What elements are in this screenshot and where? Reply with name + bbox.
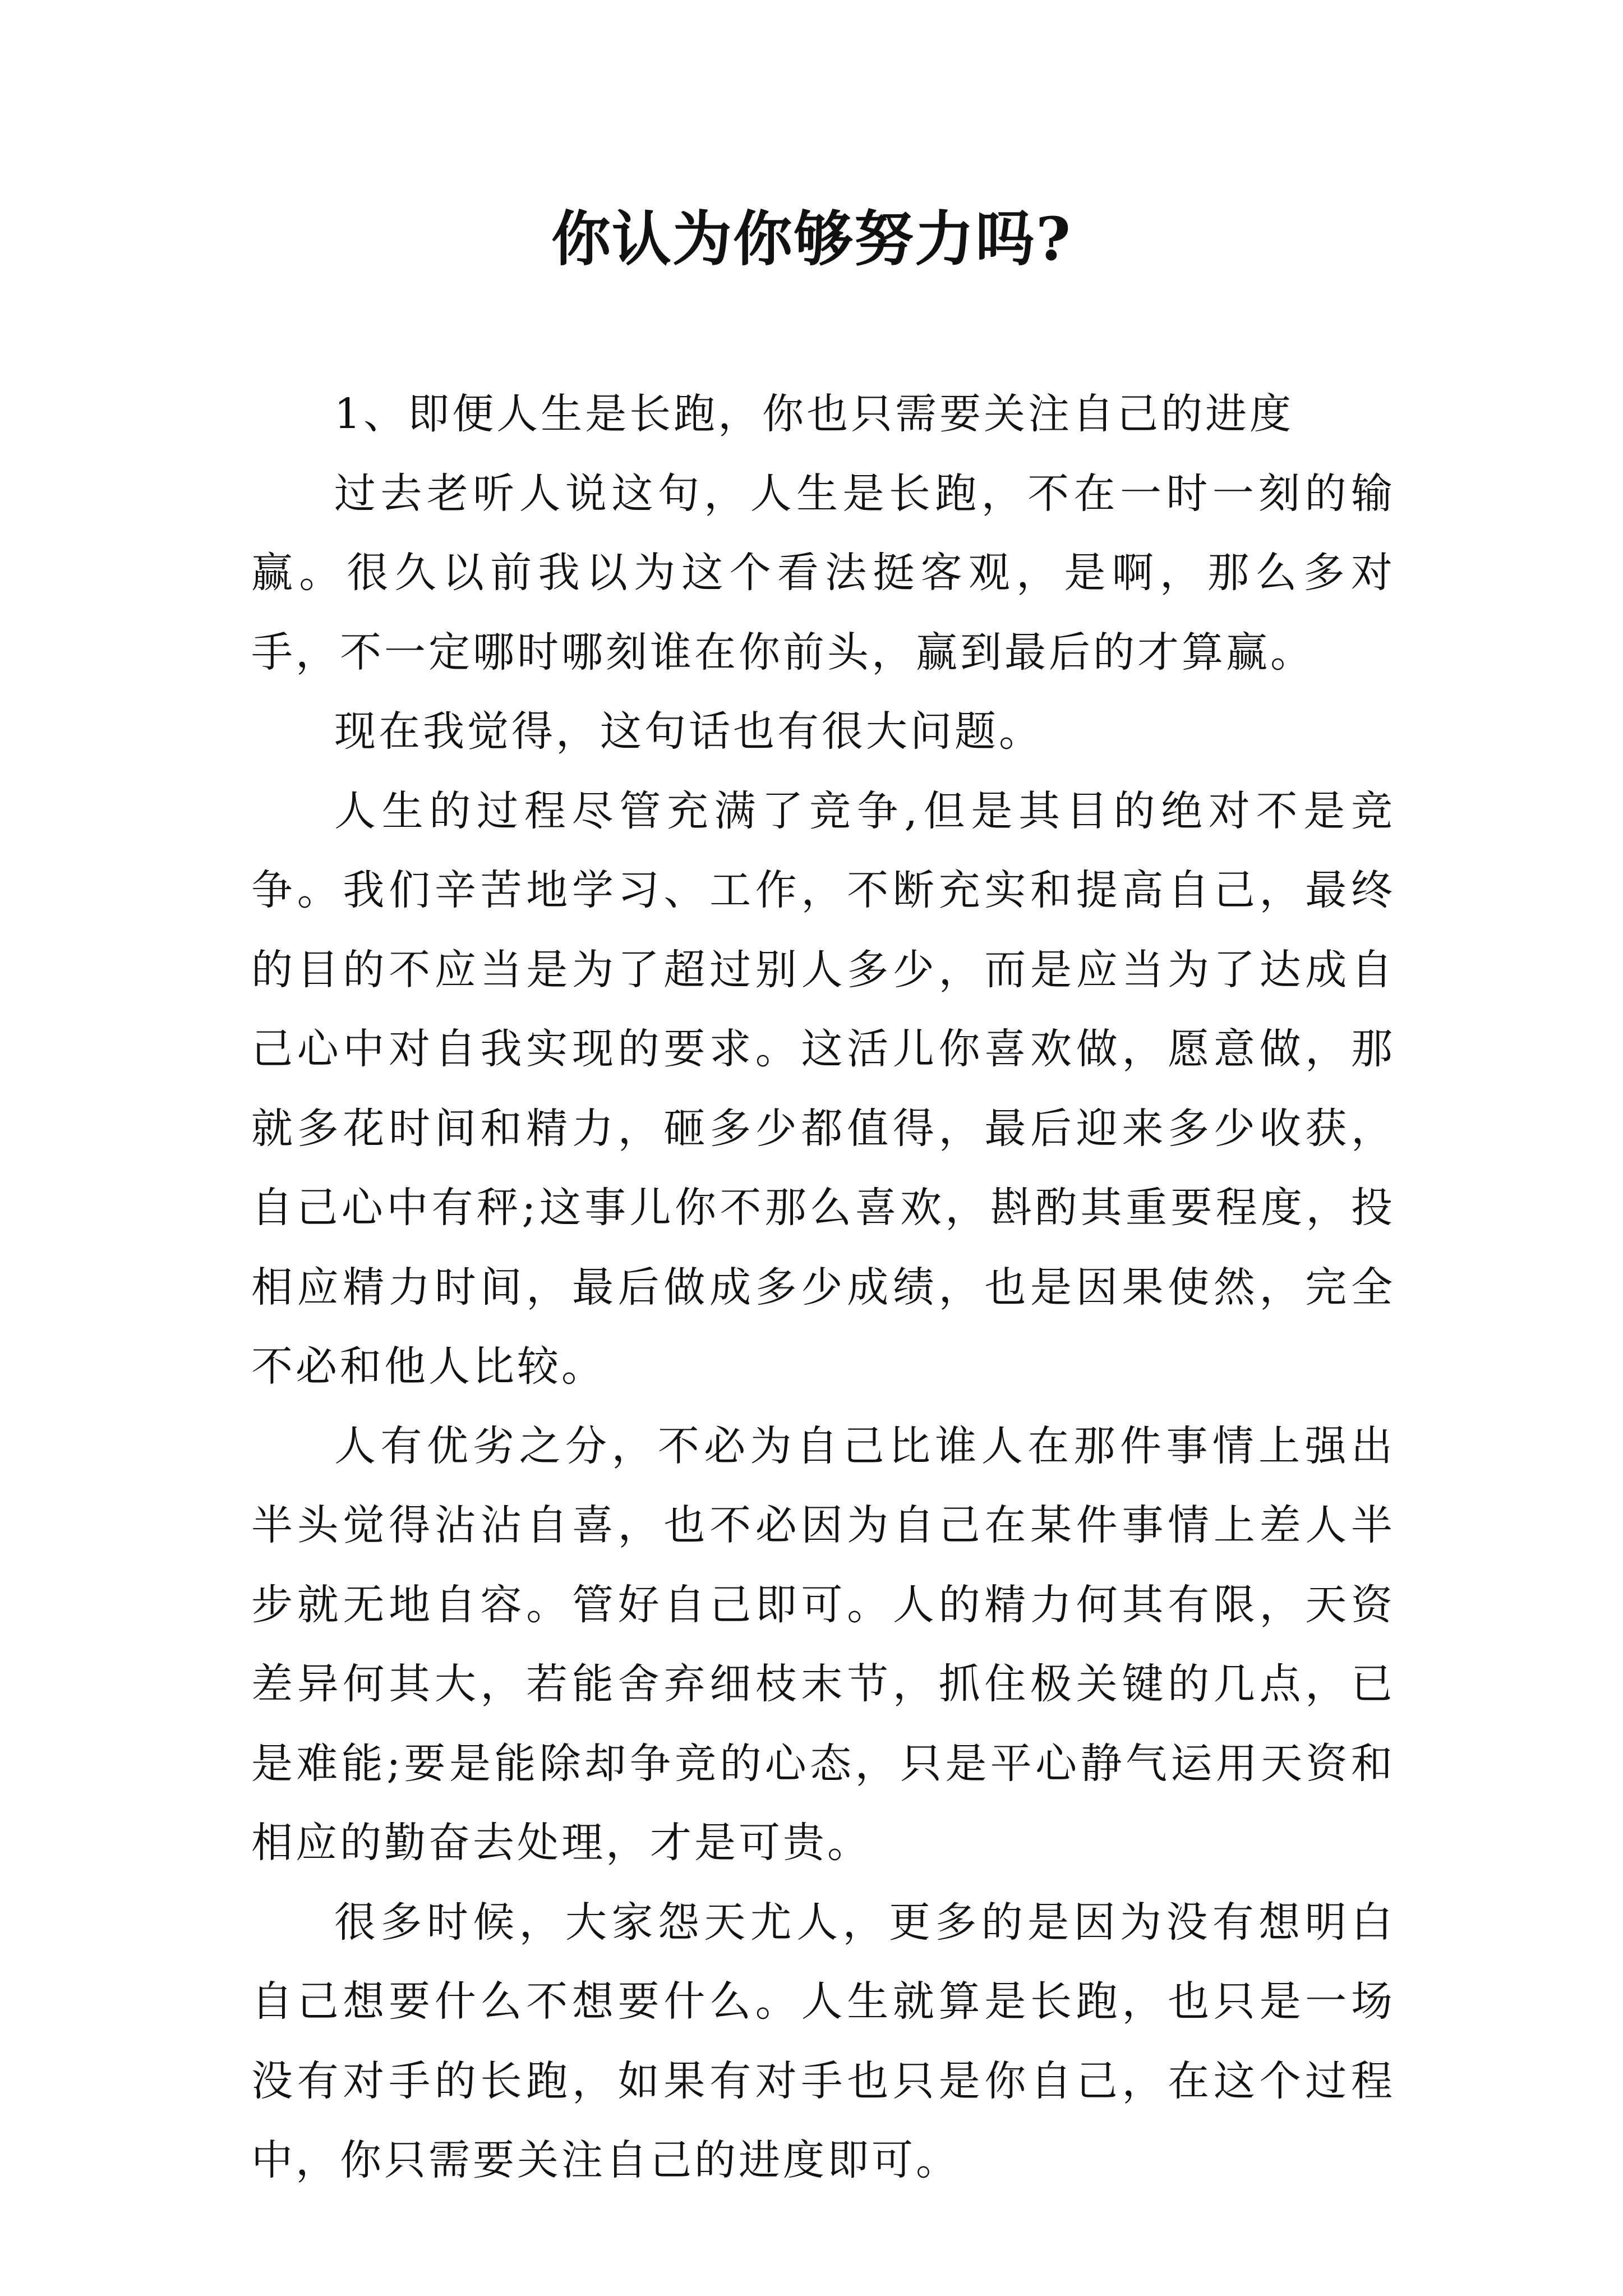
paragraph: 人生的过程尽管充满了竞争,但是其目的绝对不是竞争。我们辛苦地学习、工作，不断充实和提高自己，最终的目的不应当是为了超过别人多少，而是应当为了达成自己心中对自我实现的要求。这活儿你喜欢做，愿意做，那就多花时间和精力，砸多少都值得，最后迎来多少收获，自己心中有秤;这事儿你不那么喜欢，斟酌其重要程度，投相应精力时间，最后做成多少成绩，也是因果使然，完全不必和他人比较。 bbox=[251, 786, 1395, 1391]
paragraph-heading-1: 1、即便人生是长跑，你也只需要关注自己的进度 bbox=[334, 390, 1294, 438]
paragraph: 现在我觉得，这句话也有很大问题。 bbox=[334, 707, 1043, 756]
document-body bbox=[251, 375, 1395, 2201]
paragraph: 人有优劣之分，不必为自己比谁人在那件事情上强出半头觉得沾沾自喜，也不必因为自己在某件事情上差人半步就无地自容。管好自己即可。人的精力何其有限，天资差异何其大，若能舍弃细枝末节，抓住极关键的几点，已是难能;要是能除却争竞的心态，只是平心静气运用天资和相应的勤奋去处理，才是可贵。 bbox=[251, 1421, 1395, 1867]
paragraph: 过去老听人说这句，人生是长跑，不在一时一刻的输赢。很久以前我以为这个看法挺客观，是啊，那么多对手，不一定哪时哪刻谁在你前头，赢到最后的才算赢。 bbox=[251, 469, 1395, 677]
document-title: 你认为你够努力吗? bbox=[551, 204, 1072, 274]
paragraph: 很多时候，大家怨天尤人，更多的是因为没有想明白自己想要什么不想要什么。人生就算是长跑，也只是一场没有对手的长跑，如果有对手也只是你自己，在这个过程中，你只需要关注自己的进度即可。 bbox=[251, 1898, 1395, 2184]
